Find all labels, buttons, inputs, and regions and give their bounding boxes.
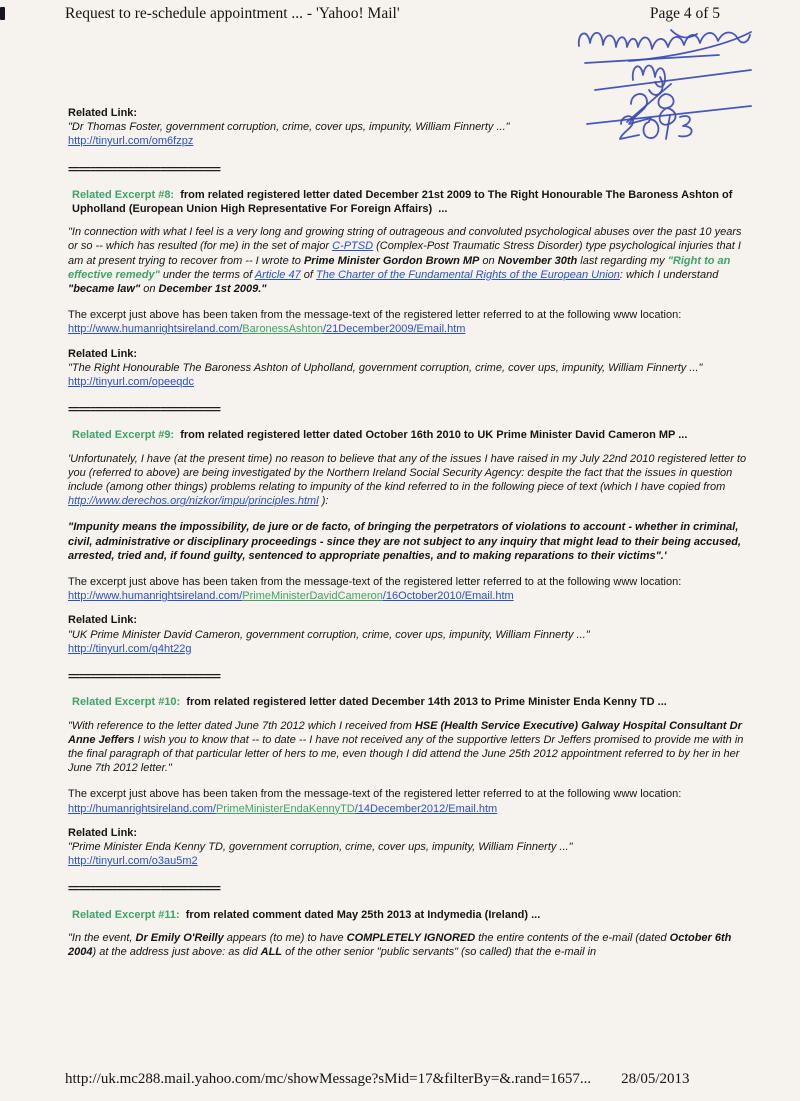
text-run: the entire contents of the e-mail (dated xyxy=(475,931,670,944)
excerpt-paragraph xyxy=(68,719,752,776)
page-footer xyxy=(65,1071,720,1088)
text-run: HSE (Health Service Executive) Galway Hospital Consultant Dr Anne Jeffers xyxy=(68,719,745,746)
hyperlink[interactable]: PrimeMinisterEndaKennyTD xyxy=(215,802,355,815)
scan-artifact xyxy=(0,7,5,20)
text-run: from related registered letter dated December 14th 2013 to Prime Minister Enda Kenny TD ... xyxy=(180,696,667,709)
excerpt-paragraph xyxy=(68,452,752,509)
text-run: Related Excerpt #9: xyxy=(72,429,175,442)
text-run: "With reference to the letter dated June 7th 2012 which I received from xyxy=(68,719,415,732)
separator xyxy=(68,403,752,417)
text-run: "The Right Honourable The Baroness Ashton of Upholland, government corruption, crime, cover ups, impunity, William Finnerty ..." xyxy=(68,361,703,374)
body-text xyxy=(68,575,752,589)
excerpt-heading xyxy=(68,695,752,709)
text-run: COMPLETELY IGNORED xyxy=(346,931,476,944)
hyperlink[interactable]: The Charter of the Fundamental Rights of the European Union xyxy=(315,268,620,281)
text-run: Prime Minister Gordon Brown MP xyxy=(303,254,480,267)
separator xyxy=(68,163,752,177)
hyperlink[interactable]: http://www.derechos.org/nizkor/impu/principles.html xyxy=(68,495,319,508)
text-run: The excerpt just above has been taken from the message-text of the registered letter referred to at the following www location: xyxy=(68,309,682,322)
text-run: on xyxy=(479,254,498,267)
related-link-title xyxy=(68,361,752,375)
text-run: ============================ xyxy=(68,163,220,176)
text-run: under the terms of xyxy=(159,268,255,281)
text-run: Related Link: xyxy=(68,614,138,627)
separator xyxy=(68,882,752,896)
text-run: Related Excerpt #11: xyxy=(72,908,180,921)
excerpt-heading xyxy=(68,428,752,442)
hyperlink-line[interactable] xyxy=(68,642,752,656)
header-page-number: Page 4 of 5 xyxy=(649,5,720,22)
related-link-title xyxy=(68,628,752,642)
hyperlink-line[interactable] xyxy=(68,322,752,336)
hyperlink[interactable]: /16October2010/Email.htm xyxy=(382,590,514,603)
hyperlink-line[interactable] xyxy=(68,589,752,603)
text-run: November 30th xyxy=(497,254,578,267)
hyperlink-line[interactable] xyxy=(68,375,752,389)
hyperlink[interactable]: BaronessAshton xyxy=(242,323,323,336)
text-run: December 1st 2009." xyxy=(158,283,267,296)
hyperlink[interactable]: http://tinyurl.com/om6fzpz xyxy=(68,135,194,148)
excerpt-heading xyxy=(68,188,752,216)
footer-date: 28/05/2013 xyxy=(621,1071,690,1087)
text-run: ) at the address just above: as did xyxy=(92,945,261,958)
text-run: appears (to me) to have xyxy=(223,931,347,944)
hyperlink[interactable]: http://humanrightsireland.com/ xyxy=(68,802,216,815)
text-run: "Impunity means the impossibility, de jure or de facto, of bringing the perpetrators of violations to account - whether in criminal, civil, administrative or disciplinary proceedings - since they are not subject to any inquiry that might lead to their being accused, arrested, tried and, if found guilty, sentenced to appropriate penalties, and to making reparations to their victims".' xyxy=(68,521,745,562)
text-run: The excerpt just above has been taken from the message-text of the registered letter referred to at the following www location: xyxy=(68,788,682,801)
text-run: of the other senior "public servants" (so called) that the e-mail in xyxy=(282,945,597,958)
text-run: "Dr Thomas Foster, government corruption, crime, cover ups, impunity, William Finnerty ..." xyxy=(68,121,510,134)
excerpt-paragraph xyxy=(68,225,752,296)
related-link-label xyxy=(68,347,752,361)
hyperlink-line[interactable] xyxy=(68,802,752,816)
excerpt-paragraph xyxy=(68,931,752,959)
text-run: "Prime Minister Enda Kenny TD, government corruption, crime, cover ups, impunity, William Finnerty ..." xyxy=(68,840,573,853)
related-link-title xyxy=(68,120,752,134)
text-run: from related comment dated May 25th 2013 at Indymedia (Ireland) ... xyxy=(179,908,541,921)
related-link-title xyxy=(68,840,752,854)
text-run: Related Link: xyxy=(68,347,138,360)
text-run: from related registered letter dated October 16th 2010 to UK Prime Minister David Cameron MP ... xyxy=(174,429,688,442)
hyperlink-line[interactable] xyxy=(68,854,752,868)
text-run: ============================ xyxy=(68,404,220,417)
text-run: last regarding my xyxy=(577,254,668,267)
hyperlink-line[interactable] xyxy=(68,134,752,148)
text-run: I wish you to know that -- to date -- I have not received any of the supportive letters Dr Jeffers promised to provide me with in the final paragraph of that particular letter of hers to me, even though I did attend the June 25th 2012 appointment referred to by her in her June 7th 2012 letter." xyxy=(68,733,747,775)
text-run: : which I understand xyxy=(619,268,722,281)
text-run: Related Link: xyxy=(68,826,138,839)
footer-url: http://uk.mc288.mail.yahoo.com/mc/showMessage?sMid=17&filterBy=&.rand=1657... xyxy=(65,1071,592,1087)
related-link-label xyxy=(68,106,752,120)
text-run: Related Excerpt #10: xyxy=(72,696,181,709)
text-run: The excerpt just above has been taken from the message-text of the registered letter referred to at the following www location: xyxy=(68,576,682,589)
header-title: Request to re-schedule appointment ... - 'Yahoo! Mail' xyxy=(65,5,400,22)
text-run: of xyxy=(300,268,316,281)
related-link-label xyxy=(68,826,752,840)
excerpt-heading xyxy=(68,908,752,922)
body-text xyxy=(68,308,752,322)
hyperlink[interactable]: /21December2009/Email.htm xyxy=(322,323,466,336)
text-run: ============================ xyxy=(68,883,220,896)
hyperlink[interactable]: PrimeMinisterDavidCameron xyxy=(242,590,383,603)
text-run: Related Link: xyxy=(68,107,138,119)
hyperlink[interactable]: http://tinyurl.com/o3au5m2 xyxy=(68,855,198,868)
related-link-label xyxy=(68,613,752,627)
text-run: ============================ xyxy=(68,671,220,684)
text-run: Related Excerpt #8: xyxy=(72,188,175,201)
body-text xyxy=(68,787,752,801)
text-run: "In connection with what I feel is a very long and growing string of outrageous and convoluted psychological abuses over the past 10 years or so -- which has resulted (for me) in the set of major xyxy=(68,226,745,253)
hyperlink[interactable]: http://tinyurl.com/q4ht22g xyxy=(68,642,192,655)
hyperlink[interactable]: http://www.humanrightsireland.com/ xyxy=(68,323,243,336)
text-run: from related registered letter dated December 21st 2009 to The Right Honourable The Baroness Ashton of Upholland (European Union High Representative For Foreign Affairs) ... xyxy=(72,188,736,216)
hyperlink[interactable]: http://www.humanrightsireland.com/ xyxy=(68,590,243,603)
text-run: 'Unfortunately, I have (at the present time) no reason to believe that any of the issues I have raised in my July 22nd 2010 registered letter to you (referred to above) are being investigated by the Northern Ireland Social Security Agency: despite the fact that the issues in question include (among other things) problems relating to impunity of the kind referred to in the following piece of text (which I have copied from xyxy=(68,452,750,494)
text-run: ): xyxy=(318,495,329,508)
hyperlink[interactable]: C-PTSD xyxy=(332,240,374,253)
text-run: "became law" xyxy=(68,283,141,296)
text-run: October 6th 2004 xyxy=(68,931,735,958)
hyperlink[interactable]: http://tinyurl.com/opeeqdc xyxy=(68,376,194,389)
text-run: "Right to an effective remedy" xyxy=(68,254,734,281)
separator xyxy=(68,670,752,684)
hyperlink[interactable]: /14December2012/Email.htm xyxy=(354,802,498,815)
text-run: Dr Emily O'Reilly xyxy=(135,931,224,944)
text-run: "UK Prime Minister David Cameron, government corruption, crime, cover ups, impunity, William Finnerty ..." xyxy=(68,628,590,641)
text-run: (Complex-Post Traumatic Stress Disorder) type psychological injuries that I am at present trying to recover from -- I wrote to xyxy=(68,240,744,267)
text-run: ALL xyxy=(260,945,283,958)
document-body xyxy=(68,96,752,971)
excerpt-paragraph xyxy=(68,520,752,563)
text-run: on xyxy=(140,283,159,296)
text-run: "In the event, xyxy=(68,931,136,944)
hyperlink[interactable]: Article 47 xyxy=(254,268,301,281)
